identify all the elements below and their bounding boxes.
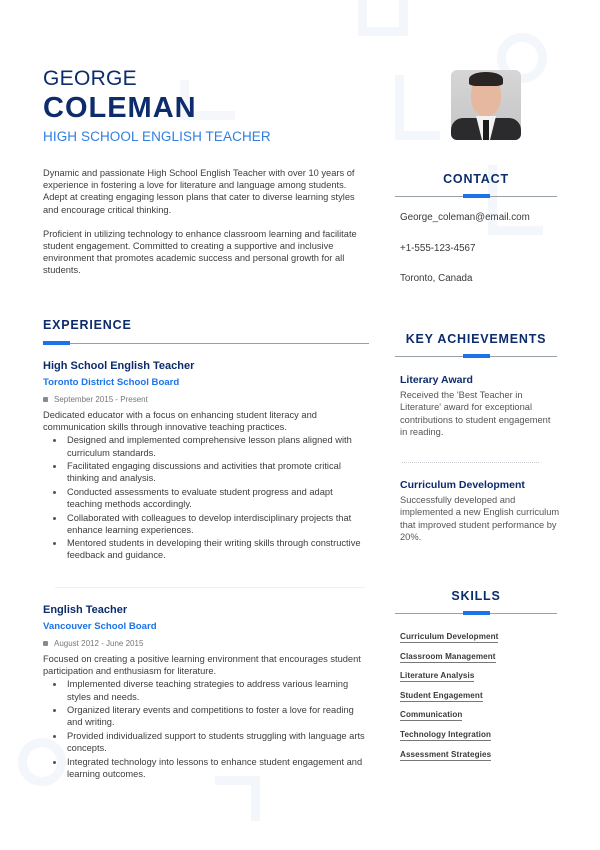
- skill-tag: Technology Integration: [400, 729, 492, 739]
- experience-accent-bar: [43, 341, 70, 345]
- achievements-accent-bar: [463, 354, 490, 358]
- job-date-text: August 2012 - June 2015: [54, 639, 144, 648]
- skills-heading: SKILLS: [451, 589, 501, 603]
- job-bullets: [43, 434, 369, 561]
- skill-tag: Classroom Management: [400, 651, 496, 661]
- job-date: [43, 638, 369, 649]
- achievement-title: Literary Award: [400, 374, 473, 386]
- job-description: Dedicated educator with a focus on enhancing student literacy and communication skills through innovative teaching practices.: [43, 410, 317, 433]
- first-name: GEORGE: [43, 67, 137, 90]
- calendar-icon: [43, 641, 48, 646]
- decorative-square-shape: [358, 0, 408, 36]
- achievements-heading: KEY ACHIEVEMENTS: [405, 332, 547, 346]
- decorative-corner-shape: [215, 776, 260, 821]
- job-bullet: Organized literary events and competitions to foster a love for reading and writing.: [67, 704, 369, 728]
- job-description: Focused on creating a positive learning environment that encourages student participation and enthusiasm for literature.: [43, 654, 361, 677]
- job-bullet: Designed and implemented comprehensive lesson plans aligned with curriculum standards.: [67, 434, 369, 458]
- job-divider: [55, 587, 365, 588]
- job-role: English Teacher: [43, 604, 128, 616]
- experience-rule: [43, 343, 369, 344]
- experience-entry: [43, 359, 369, 563]
- job-title: HIGH SCHOOL ENGLISH TEACHER: [43, 129, 271, 144]
- skill-tag: Student Engagement: [400, 690, 483, 700]
- job-bullets: [43, 678, 369, 780]
- contact-accent-bar: [463, 194, 490, 198]
- job-company: Vancouver School Board: [43, 621, 157, 632]
- achievement-description: Received the 'Best Teacher in Literature' award for exceptional contributions to student engagement in reading.: [400, 390, 551, 438]
- decorative-corner-shape: [395, 75, 440, 140]
- photo-hair: [469, 72, 503, 86]
- summary: [43, 167, 363, 277]
- job-company: Toronto District School Board: [43, 377, 180, 388]
- achievement-description: Successfully developed and implemented a new English curriculum that improved student performance by 20%.: [400, 495, 560, 543]
- skill-tag: Literature Analysis: [400, 671, 475, 681]
- job-date-text: September 2015 - Present: [54, 395, 148, 404]
- last-name: COLEMAN: [43, 92, 197, 124]
- achievement-item: [400, 373, 560, 439]
- experience-entry: [43, 603, 369, 781]
- skill-tag: Communication: [400, 710, 463, 720]
- job-date: [43, 394, 369, 405]
- job-bullet: Facilitated engaging discussions and activities that promote critical thinking and analysis.: [67, 460, 369, 484]
- contact-phone[interactable]: +1-555-123-4567: [400, 243, 476, 254]
- job-bullet: Implemented diverse teaching strategies to address various learning styles and needs.: [67, 678, 369, 702]
- photo-tie: [483, 120, 489, 140]
- resume-header: [43, 68, 271, 144]
- experience-heading: EXPERIENCE: [43, 318, 132, 332]
- summary-paragraph: Dynamic and passionate High School English Teacher with over 10 years of experience in fostering a love for literature and language among students. Adept at creating engaging lesson plans that cater to diverse learning styles and encourage critical thinking.: [43, 168, 355, 215]
- job-bullet: Conducted assessments to evaluate student progress and adapt teaching methods accordingly.: [67, 486, 369, 510]
- achievement-title: Curriculum Development: [400, 479, 525, 491]
- job-bullet: Provided individualized support to students struggling with language arts concepts.: [67, 730, 369, 754]
- job-bullet: Mentored students in developing their writing skills through constructive feedback and guidance.: [67, 537, 369, 561]
- job-role: High School English Teacher: [43, 360, 195, 372]
- calendar-icon: [43, 397, 48, 402]
- job-bullet: Integrated technology into lessons to enhance student engagement and learning outcomes.: [67, 756, 369, 780]
- contact-heading: CONTACT: [443, 172, 509, 186]
- contact-location: Toronto, Canada: [400, 273, 473, 284]
- profile-photo: [451, 70, 521, 140]
- job-bullet: Collaborated with colleagues to develop interdisciplinary projects that enhance learning experiences.: [67, 512, 369, 536]
- skill-tag: Assessment Strategies: [400, 749, 492, 759]
- contact-email[interactable]: George_coleman@email.com: [400, 212, 530, 223]
- skills-accent-bar: [463, 611, 490, 615]
- summary-paragraph: Proficient in utilizing technology to enhance classroom learning and facilitate student engagement. Committed to creating a supportive and inclusive environment that promotes academic success and personal growth for all students.: [43, 228, 357, 276]
- achievement-separator: [402, 462, 539, 463]
- skill-tag: Curriculum Development: [400, 632, 499, 641]
- achievement-item: [400, 478, 560, 544]
- skills-list: [400, 632, 498, 769]
